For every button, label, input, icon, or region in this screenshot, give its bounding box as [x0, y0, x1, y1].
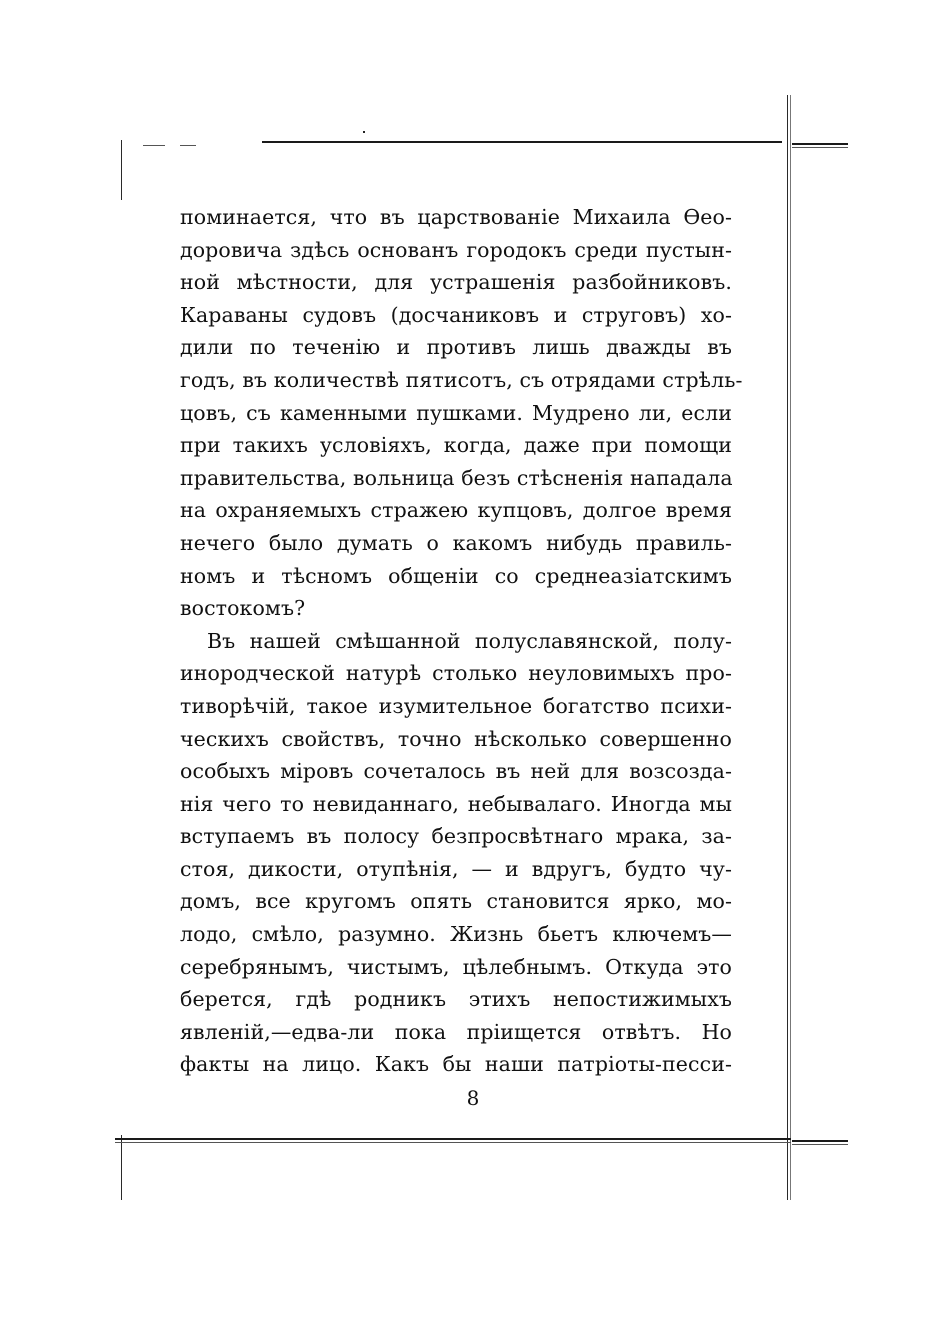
- text-line: явленій,—едва-ли пока прiищется отвѣтъ. Но: [180, 1019, 732, 1044]
- left-vertical-rule: [121, 140, 122, 200]
- text-line: особыхъ міровъ сочеталось въ ней для возсозда-: [180, 759, 732, 784]
- bottom-crop-rule-2: [115, 1142, 791, 1143]
- text-line: на охраняемыхъ стражею купцовъ, долгое время: [180, 498, 732, 523]
- text-line: домъ, все кругомъ опять становится ярко, мо-: [180, 889, 732, 914]
- top-right-rule: [792, 143, 848, 145]
- text-line: номъ и тѣсномъ общеніи со среднеазіатскимъ: [180, 563, 732, 588]
- text-line: ческихъ свойствъ, точно нѣсколько совершенно: [180, 726, 732, 751]
- text-line: при такихъ условіяхъ, когда, даже при помощи: [180, 433, 732, 458]
- text-line: Въ нашей смѣшанной полуславянской, полу-: [207, 628, 732, 653]
- text-line: ной мѣстности, для устрашенія разбойниковъ.: [180, 270, 732, 295]
- left-vertical-rule-bottom: [121, 1135, 122, 1200]
- page-number: 8: [466, 1086, 480, 1110]
- top-mark-dot: [363, 131, 365, 133]
- text-line: Караваны судовъ (досчаниковъ и струговъ) хо-: [180, 302, 732, 327]
- text-line: нія чего то невиданнаго, небывалаго. Иногда мы: [180, 791, 732, 816]
- bottom-right-rule: [792, 1140, 848, 1142]
- page-text: [180, 201, 743, 1081]
- right-vertical-rule: [787, 95, 788, 1200]
- text-line: стоя, дикости, отупѣнія, — и вдругъ, будто чу-: [180, 856, 732, 881]
- text-line: доровича здѣсь основанъ городокъ среди пустын-: [180, 237, 732, 262]
- text-line: факты на лицо. Какъ бы наши патріоты-песси-: [180, 1052, 732, 1077]
- text-line: вступаемъ въ полосу безпросвѣтнаго мрака, за-: [180, 824, 732, 849]
- top-crop-rule: [262, 141, 782, 143]
- text-line: правительства, вольница безъ стѣсненія нападала: [180, 465, 733, 490]
- text-line: нечего было думать о какомъ нибудь правиль-: [180, 530, 732, 555]
- text-line: серебрянымъ, чистымъ, цѣлебнымъ. Откуда это: [180, 954, 732, 979]
- right-vertical-rule-2: [790, 95, 791, 1200]
- text-line: лодо, смѣло, разумно. Жизнь бьетъ ключемъ—: [180, 922, 732, 947]
- text-line: берется, гдѣ родникъ этихъ непостижимыхъ: [180, 987, 732, 1012]
- text-line: инородческой натурѣ столько неуловимыхъ про-: [180, 661, 732, 686]
- text-line: поминается, что въ царствованіе Михаила Ѳео-: [180, 205, 732, 229]
- text-line: годъ, въ количествѣ пятисотъ, съ отрядами стрѣль-: [180, 367, 743, 392]
- text-line: цовъ, съ каменными пушками. Мудрено ли, если: [180, 400, 732, 425]
- text-line: востокомъ?: [180, 596, 306, 621]
- top-crop-rule-left-dash: [143, 145, 165, 146]
- top-right-rule-2: [792, 147, 848, 148]
- top-crop-rule-left-dash-2: [180, 145, 196, 146]
- text-line: дили по теченію и противъ лишь дважды въ: [180, 335, 732, 360]
- bottom-crop-rule: [115, 1138, 791, 1140]
- bottom-right-rule-2: [792, 1144, 848, 1145]
- text-line: тиворѣчій, такое изумительное богатство психи-: [180, 693, 732, 718]
